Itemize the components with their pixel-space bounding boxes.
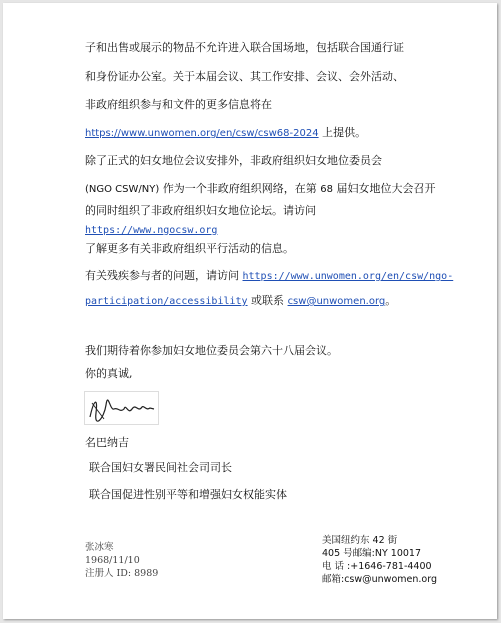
paragraph-line <box>85 223 217 238</box>
text-span: 。 <box>385 294 397 307</box>
accessibility-link-cont[interactable]: participation/accessibility <box>85 296 248 307</box>
document-page <box>3 3 497 619</box>
footer-left <box>85 541 158 580</box>
session-number: 68 <box>320 184 333 195</box>
email: 邮箱:csw@unwomen.org <box>322 574 437 585</box>
paragraph-line: 除了正式的妇女地位会议安排外，非政府组织妇女地位委员会 <box>85 154 382 167</box>
address-line: 美国纽约东 42 街 <box>322 535 398 546</box>
footer-name: 张冰寒 <box>85 542 114 553</box>
accessibility-link[interactable]: https://www.unwomen.org/en/csw/ngo- <box>242 271 454 282</box>
footer-reg-id: 注册人 ID: 8989 <box>85 568 159 579</box>
paragraph-line: 的同时组织了非政府组织妇女地位论坛。请访问 <box>85 204 316 217</box>
signature-text: Ana Bonijia <box>104 411 110 412</box>
text-span: 届妇女地位大会召开 <box>333 182 436 195</box>
paragraph-line <box>85 182 436 197</box>
text-span: 有关残疾参与者的问题，请访问 <box>85 269 243 282</box>
paragraph-line: 和身份证办公室。关于本届会议、其工作安排、会议、会外活动、 <box>85 70 404 83</box>
signer-name: 名巴纳吉 <box>85 436 129 449</box>
ngocsw-link[interactable]: https://www.ngocsw.org <box>85 225 218 236</box>
text-span: 作为一个非政府组织网络，在第 <box>159 182 321 195</box>
signer-org: 联合国促进性别平等和增强妇女权能实体 <box>89 488 287 501</box>
address-line: 405 号邮编:NY 10017 <box>322 548 422 559</box>
paragraph-line <box>85 269 453 284</box>
closing: 你的真诚, <box>85 367 133 380</box>
signer-title: 联合国妇女署民间社会司司长 <box>89 461 232 474</box>
paragraph-line: 了解更多有关非政府组织平行活动的信息。 <box>85 242 294 255</box>
paragraph-line <box>85 294 396 309</box>
footer-date: 1968/11/10 <box>85 555 140 566</box>
ngo-abbrev: (NGO CSW/NY) <box>85 184 160 195</box>
text-span: 上提供。 <box>318 126 367 139</box>
footer-right <box>322 534 437 586</box>
signature-image <box>84 391 159 425</box>
text-span: 或联系 <box>247 294 288 307</box>
csw68-link[interactable]: https://www.unwomen.org/en/csw/csw68-2024 <box>85 128 319 139</box>
paragraph-line: 非政府组织参与和文件的更多信息将在 <box>85 98 272 111</box>
paragraph-line: 我们期待着你参加妇女地位委员会第六十八届会议。 <box>85 344 338 357</box>
paragraph-line: 子和出售或展示的物品不允许进入联合国场地，包括联合国通行证 <box>85 41 404 54</box>
phone: 电 话 :+1646-781-4400 <box>322 561 432 572</box>
csw-email-link[interactable]: csw@unwomen.org <box>287 296 386 307</box>
paragraph-line <box>85 126 366 141</box>
